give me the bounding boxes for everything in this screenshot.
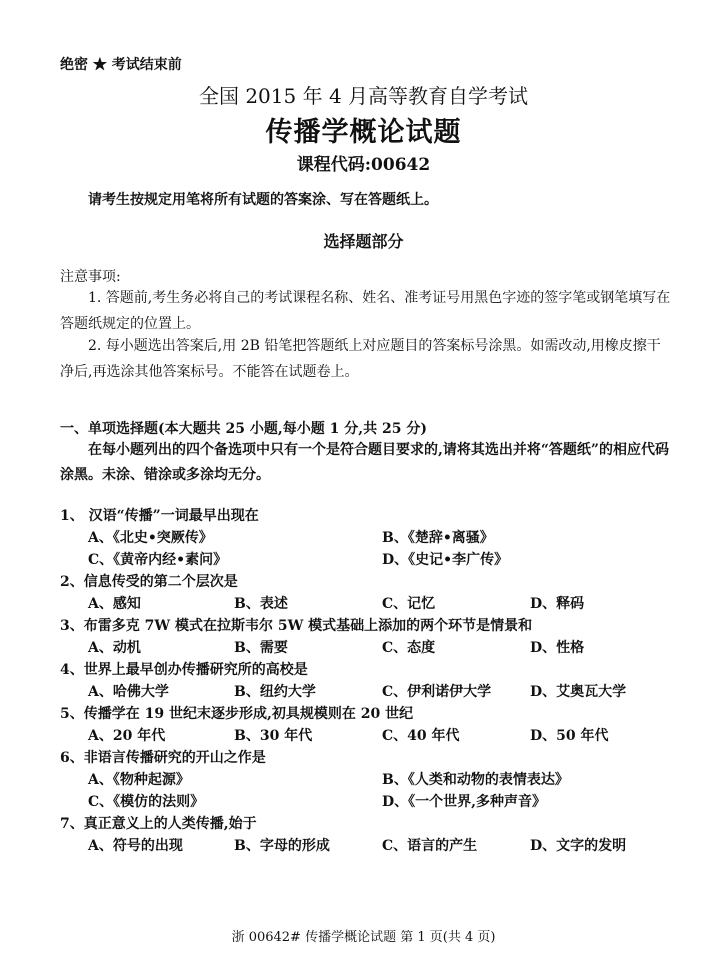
option-a: A、哈佛大学 <box>88 684 169 700</box>
note-item-2: 2. 每小题选出答案后,用 2B 铅笔把答题纸上对应题目的答案标号涂黑。如需改动,用橡皮擦干净后,再选涂其他答案标号。不能答在试题卷上。 <box>60 338 661 380</box>
note-item-1: 1. 答题前,考生务必将自己的考试课程名称、姓名、准考证号用黑色字迹的签字笔或钢笔填写在答题纸规定的位置上。 <box>60 290 671 332</box>
section-heading: 一、单项选择题(本大题共 25 小题,每小题 1 分,共 25 分) <box>60 421 427 437</box>
question-2 <box>60 571 680 615</box>
option-b: B、需要 <box>234 640 288 656</box>
question-list <box>60 505 680 857</box>
option-a: A、《北史•突厥传》 <box>88 530 213 546</box>
option-d: D、释码 <box>530 596 585 612</box>
question-3 <box>60 615 680 659</box>
question-4 <box>60 659 680 703</box>
question-stem: 2、信息传受的第二个层次是 <box>60 574 238 590</box>
question-1 <box>60 505 680 571</box>
notes-heading: 注意事项: <box>60 269 121 285</box>
option-b: B、字母的形成 <box>234 838 330 854</box>
question-stem: 6、非语言传播研究的开山之作是 <box>60 750 266 766</box>
option-b: B、30 年代 <box>234 728 313 744</box>
option-b: B、《楚辞•离骚》 <box>382 530 494 546</box>
option-a: A、20 年代 <box>88 728 166 744</box>
part-title: 选择题部分 <box>323 232 404 251</box>
option-b: B、《人类和动物的表情表达》 <box>382 772 569 788</box>
question-stem: 3、布雷多克 7W 模式在拉斯韦尔 5W 模式基础上添加的两个环节是情景和 <box>60 618 533 634</box>
question-stem: 7、真正意义上的人类传播,始于 <box>60 816 257 832</box>
option-c: C、40 年代 <box>382 728 460 744</box>
question-stem: 1、 汉语“传播”一词最早出现在 <box>60 508 259 524</box>
question-stem: 5、传播学在 19 世纪末逐步形成,初具规模则在 20 世纪 <box>60 706 414 722</box>
option-d: D、性格 <box>530 640 585 656</box>
answer-instruction: 请考生按规定用笔将所有试题的答案涂、写在答题纸上。 <box>88 192 438 208</box>
question-stem: 4、世界上最早创办传播研究所的高校是 <box>60 662 308 678</box>
course-code: 课程代码:00642 <box>296 155 431 175</box>
option-b: B、表述 <box>234 596 288 612</box>
question-6 <box>60 747 680 813</box>
option-c: C、《黄帝内经•素问》 <box>88 552 228 568</box>
option-c: C、伊利诺伊大学 <box>382 684 492 700</box>
option-d: D、艾奥瓦大学 <box>530 684 627 700</box>
option-b: B、纽约大学 <box>234 684 316 700</box>
option-a: A、感知 <box>88 596 141 612</box>
option-c: C、记忆 <box>382 596 436 612</box>
option-c: C、语言的产生 <box>382 838 478 854</box>
option-d: D、文字的发明 <box>530 838 627 854</box>
confidential-mark: 绝密 ★ 考试结束前 <box>60 57 182 73</box>
page-footer: 浙 00642# 传播学概论试题 第 1 页(共 4 页) <box>231 930 496 945</box>
option-d: D、《史记•李广传》 <box>382 552 509 568</box>
question-5 <box>60 703 680 747</box>
question-7 <box>60 813 680 857</box>
paper-title: 传播学概论试题 <box>265 117 462 148</box>
option-a: A、动机 <box>88 640 141 656</box>
option-d: D、《一个世界,多种声音》 <box>382 794 547 810</box>
option-a: A、《物种起源》 <box>88 772 190 788</box>
option-c: C、《模仿的法则》 <box>88 794 205 810</box>
option-d: D、50 年代 <box>530 728 609 744</box>
option-c: C、态度 <box>382 640 436 656</box>
option-a: A、符号的出现 <box>88 838 183 854</box>
section-instruction: 在每小题列出的四个备选项中只有一个是符合题目要求的,请将其选出并将“答题纸”的相应代码涂黑。未涂、错涂或多涂均无分。 <box>60 442 669 483</box>
exam-name: 全国 2015 年 4 月高等教育自学考试 <box>198 84 529 108</box>
